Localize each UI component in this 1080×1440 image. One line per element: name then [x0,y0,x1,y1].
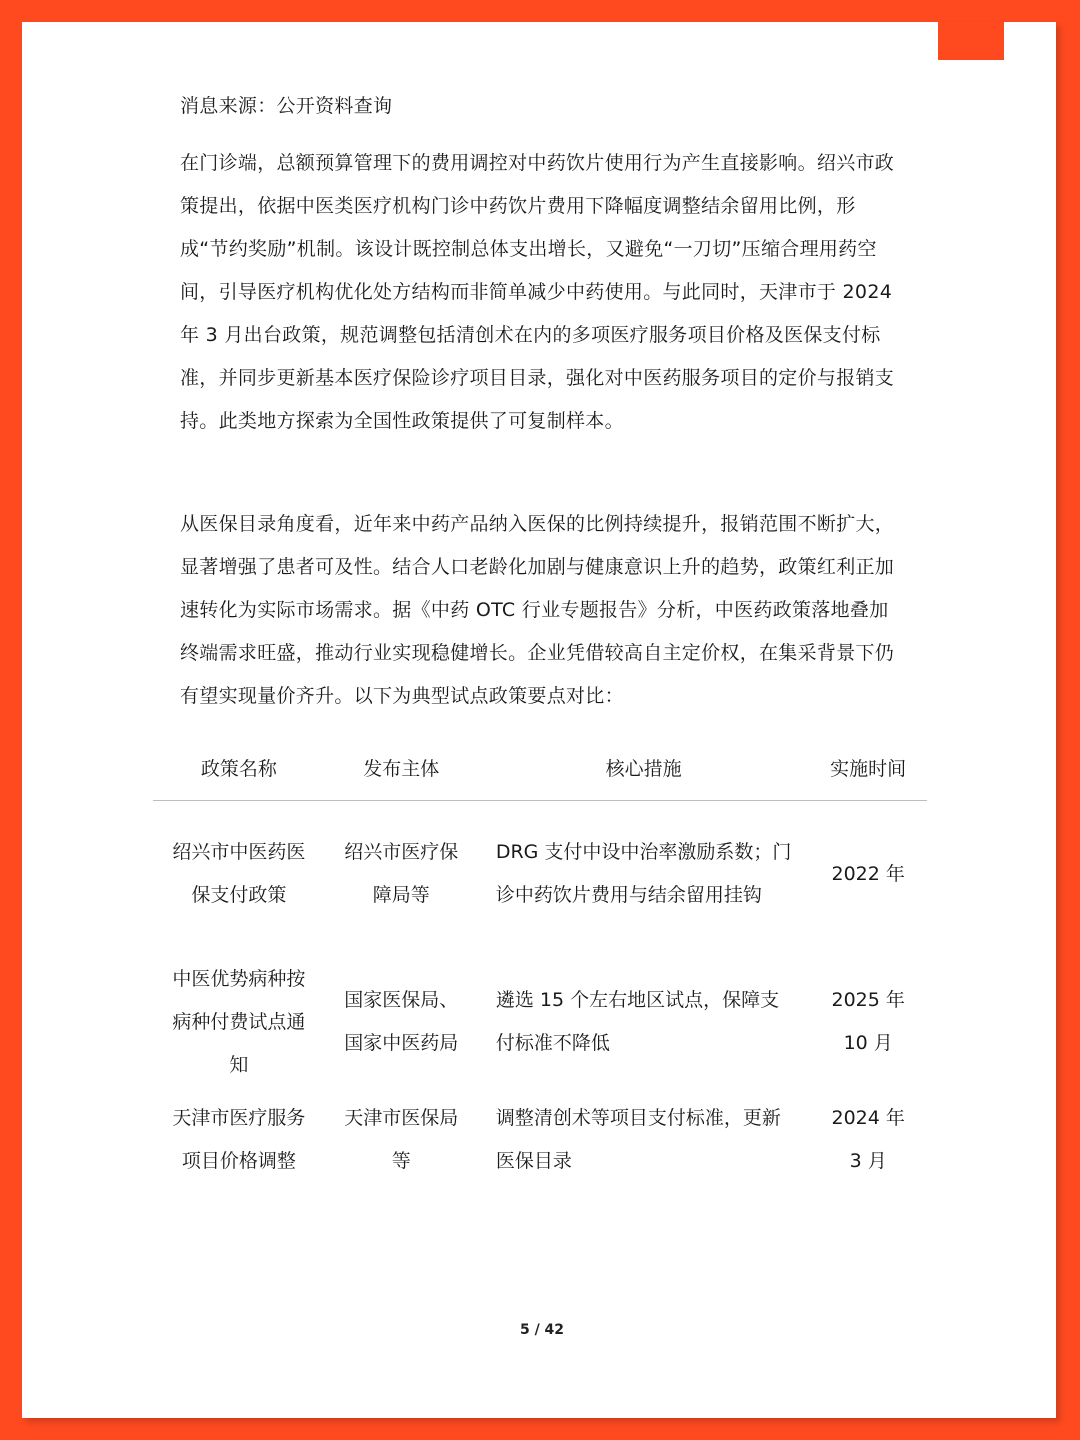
corner-tab-decoration [938,22,1004,60]
table-header-row [153,742,927,801]
policy-comparison-table [153,742,927,1183]
table-row [153,939,927,1087]
table-row [153,1087,927,1183]
cell-core-measures: DRG 支付中设中治率激励系数；门诊中药饮片费用与结余留用挂钩 [495,841,792,906]
cell-core-measures: 遴选 15 个左右地区试点，保障支付标准不降低 [495,989,780,1054]
paragraph-outpatient-policy: 在门诊端，总额预算管理下的费用调控对中药饮片使用行为产生直接影响。绍兴市政策提出，依据中医类医疗机构门诊中药饮片费用下降幅度调整结余留用比例，形成“节约奖励”机制。该设计既控制总体支出增长，又避免“一刀切”压缩合理用药空间，引导医疗机构优化处方结构而非简单减少中药使用。与此同时，天津市于 2024 年 3 月出台政策，规范调整包括清创术在内的多项医疗服务项目价格及医保支付标准，并同步更新基本医疗保险诊疗项目目录，强化对中医药服务项目的定价与报销支持。此类地方探索为全国性政策提供了可复制样本。 [180,152,895,432]
cell-effective-date: 2025 年 10 月 [831,989,905,1054]
table-row [153,801,927,940]
cell-issuer: 绍兴市医疗保障局等 [344,841,459,906]
header-effective-date: 实施时间 [809,742,927,801]
cell-effective-date: 2024 年 3 月 [831,1107,905,1172]
source-line: 消息来源：公开资料查询 [180,95,393,117]
header-policy-name: 政策名称 [153,742,325,801]
cell-policy-name: 中医优势病种按病种付费试点通知 [172,967,306,1076]
cell-effective-date: 2022 年 [831,862,905,885]
paragraph-insurance-catalog: 从医保目录角度看，近年来中药产品纳入医保的比例持续提升，报销范围不断扩大，显著增强了患者可及性。结合人口老龄化加剧与健康意识上升的趋势，政策红利正加速转化为实际市场需求。据《中药 OTC 行业专题报告》分析，中医药政策落地叠加终端需求旺盛，推动行业实现稳健增长。企业凭借较高自主定价权，在集采背景下仍有望实现量价齐升。以下为典型试点政策要点对比： [180,513,895,707]
cell-issuer: 天津市医保局等 [344,1107,459,1172]
cell-issuer: 国家医保局、国家中医药局 [344,989,459,1054]
cell-policy-name: 天津市医疗服务项目价格调整 [172,1107,306,1172]
cell-core-measures: 调整清创术等项目支付标准，更新医保目录 [495,1107,781,1172]
header-core-measures: 核心措施 [478,742,810,801]
cell-policy-name: 绍兴市中医药医保支付政策 [172,841,306,906]
page-number: 5 / 42 [519,1322,565,1338]
header-issuer: 发布主体 [325,742,478,801]
